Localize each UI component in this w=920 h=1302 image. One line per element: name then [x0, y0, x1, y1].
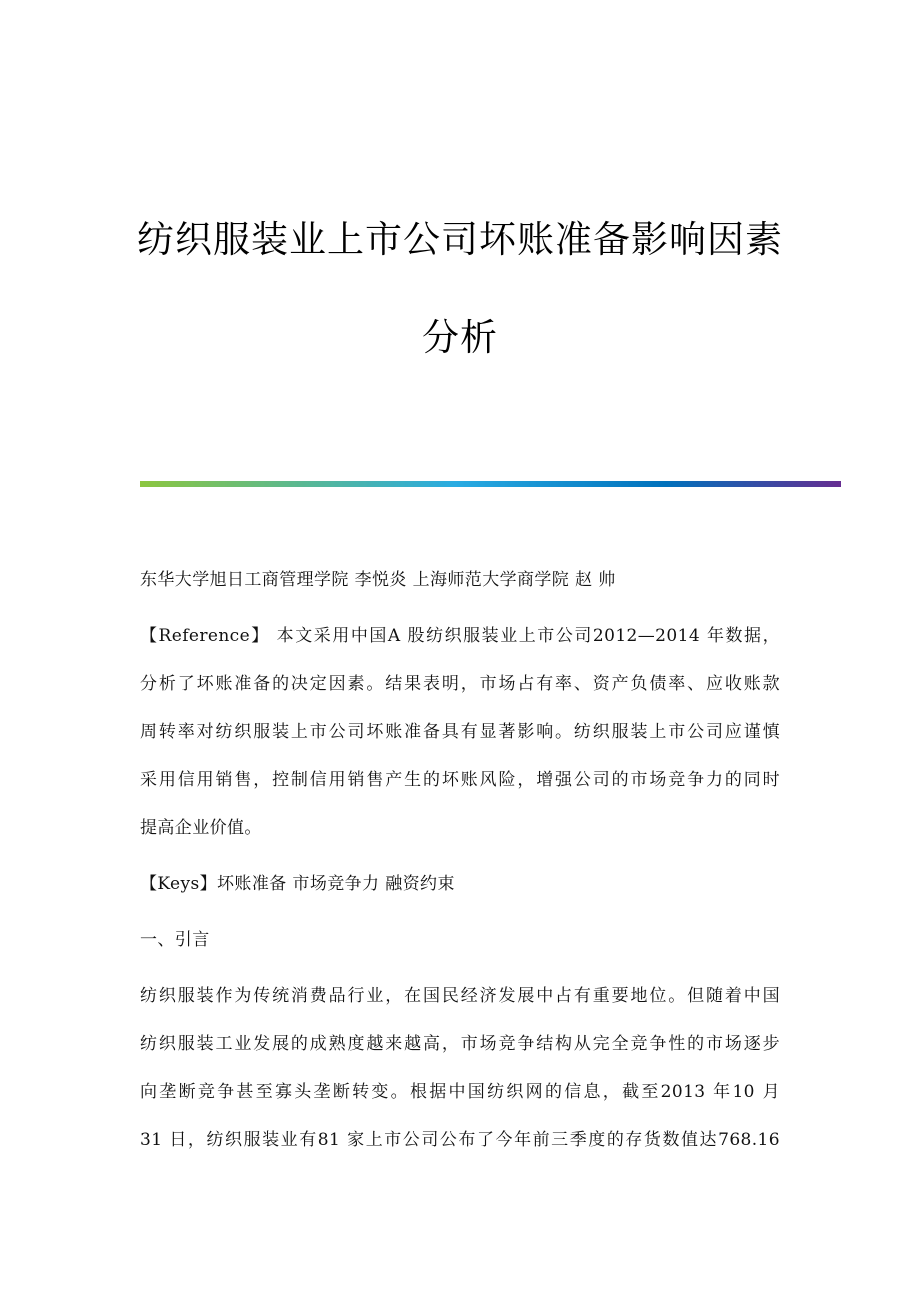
- intro-line-4: 31 日，纺织服装业有81 家上市公司公布了今年前三季度的存货数值达768.16: [140, 1130, 780, 1150]
- abstract-line-4: 采用信用销售，控制信用销售产生的坏账风险，增强公司的市场竞争力的同时: [140, 770, 780, 790]
- divider-bar: [140, 481, 841, 487]
- abstract-line-2: 分析了坏账准备的决定因素。结果表明，市场占有率、资产负债率、应收账款: [140, 674, 780, 694]
- author-affiliations: 东华大学旭日工商管理学院 李悦炎 上海师范大学商学院 赵 帅: [140, 570, 616, 590]
- section-heading-introduction: 一、引言: [140, 930, 210, 950]
- paper-title-line-2: 分析: [422, 316, 498, 359]
- gradient-divider: [140, 481, 841, 487]
- intro-line-3: 向垄断竞争甚至寡头垄断转变。根据中国纺织网的信息，截至2013 年10 月: [140, 1082, 780, 1102]
- intro-line-2: 纺织服装工业发展的成熟度越来越高，市场竞争结构从完全竞争性的市场逐步: [140, 1034, 780, 1054]
- paper-title-line-1: 纺织服装业上市公司坏账准备影响因素: [137, 218, 783, 261]
- abstract-line-1: 【Reference】 本文采用中国A 股纺织服装业上市公司2012—2014 年数据，: [140, 626, 780, 646]
- intro-line-1: 纺织服装作为传统消费品行业，在国民经济发展中占有重要地位。但随着中国: [140, 986, 780, 1006]
- keywords: 【Keys】坏账准备 市场竞争力 融资约束: [140, 874, 455, 894]
- abstract-line-5: 提高企业价值。: [140, 818, 262, 838]
- abstract-line-3: 周转率对纺织服装上市公司坏账准备具有显著影响。纺织服装上市公司应谨慎: [140, 722, 780, 742]
